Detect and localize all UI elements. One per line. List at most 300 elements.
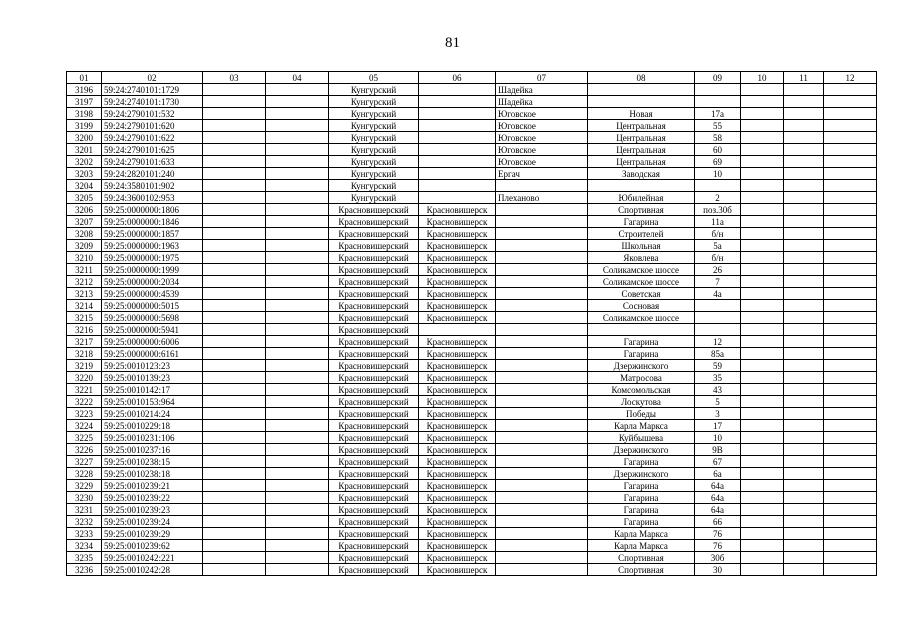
col11-cell [784, 108, 824, 120]
settlement-cell [496, 468, 588, 480]
col12-cell [824, 504, 877, 516]
settlement-cell [496, 504, 588, 516]
col10-cell [741, 96, 784, 108]
district-cell: Красновишерский [329, 324, 419, 336]
house-number-cell: 10 [695, 168, 741, 180]
col03-cell [203, 120, 266, 132]
district-cell: Красновишерский [329, 528, 419, 540]
settlement-cell: Юговское [496, 120, 588, 132]
col03-cell [203, 552, 266, 564]
col04-cell [266, 204, 329, 216]
col03-cell [203, 492, 266, 504]
col10-cell [741, 264, 784, 276]
settlement-cell [496, 276, 588, 288]
col04-cell [266, 516, 329, 528]
table-row [67, 240, 877, 252]
col11-cell [784, 96, 824, 108]
city-cell: Красновишерск [419, 300, 496, 312]
col11-cell [784, 228, 824, 240]
city-cell: Красновишерск [419, 432, 496, 444]
column-header: 04 [266, 72, 329, 84]
col04-cell [266, 372, 329, 384]
district-cell: Красновишерский [329, 360, 419, 372]
district-cell: Красновишерский [329, 420, 419, 432]
table-row [67, 540, 877, 552]
street-cell: Соликамское шоссе [588, 312, 695, 324]
settlement-cell [496, 408, 588, 420]
col12-cell [824, 288, 877, 300]
street-cell: Центральная [588, 132, 695, 144]
col10-cell [741, 192, 784, 204]
col12-cell [824, 276, 877, 288]
cadastral-number-cell: 59:25:0000000:5698 [102, 312, 203, 324]
col04-cell [266, 384, 329, 396]
district-cell: Красновишерский [329, 204, 419, 216]
settlement-cell: Плеханово [496, 192, 588, 204]
district-cell: Красновишерский [329, 480, 419, 492]
house-number-cell: 26 [695, 264, 741, 276]
settlement-cell [496, 420, 588, 432]
row-number-cell: 3226 [67, 444, 102, 456]
col03-cell [203, 312, 266, 324]
table-row [67, 336, 877, 348]
col12-cell [824, 528, 877, 540]
col04-cell [266, 84, 329, 96]
house-number-cell: 30 [695, 564, 741, 576]
col03-cell [203, 276, 266, 288]
col12-cell [824, 492, 877, 504]
col11-cell [784, 264, 824, 276]
row-number-cell: 3212 [67, 276, 102, 288]
col04-cell [266, 192, 329, 204]
city-cell: Красновишерск [419, 228, 496, 240]
col11-cell [784, 288, 824, 300]
col04-cell [266, 120, 329, 132]
district-cell: Кунгурский [329, 192, 419, 204]
row-number-cell: 3210 [67, 252, 102, 264]
cadastral-number-cell: 59:25:0010153:964 [102, 396, 203, 408]
col03-cell [203, 564, 266, 576]
column-header: 11 [784, 72, 824, 84]
col10-cell [741, 408, 784, 420]
row-number-cell: 3207 [67, 216, 102, 228]
table-row [67, 456, 877, 468]
col03-cell [203, 228, 266, 240]
city-cell: Красновишерск [419, 372, 496, 384]
settlement-cell [496, 456, 588, 468]
col10-cell [741, 456, 784, 468]
row-number-cell: 3208 [67, 228, 102, 240]
city-cell: Красновишерск [419, 528, 496, 540]
district-cell: Красновишерский [329, 372, 419, 384]
col12-cell [824, 252, 877, 264]
house-number-cell: 59 [695, 360, 741, 372]
street-cell: Яковлева [588, 252, 695, 264]
col03-cell [203, 420, 266, 432]
settlement-cell [496, 216, 588, 228]
col03-cell [203, 240, 266, 252]
row-number-cell: 3234 [67, 540, 102, 552]
col04-cell [266, 264, 329, 276]
header-row [67, 72, 877, 84]
table-row [67, 408, 877, 420]
col10-cell [741, 360, 784, 372]
cadastral-number-cell: 59:25:0010238:18 [102, 468, 203, 480]
district-cell: Кунгурский [329, 156, 419, 168]
street-cell: Спортивная [588, 204, 695, 216]
settlement-cell [496, 204, 588, 216]
column-header: 09 [695, 72, 741, 84]
city-cell: Красновишерск [419, 336, 496, 348]
col12-cell [824, 456, 877, 468]
cadastral-number-cell: 59:25:0010123:23 [102, 360, 203, 372]
col04-cell [266, 456, 329, 468]
district-cell: Красновишерский [329, 312, 419, 324]
settlement-cell [496, 336, 588, 348]
settlement-cell [496, 288, 588, 300]
col10-cell [741, 228, 784, 240]
street-cell: Центральная [588, 120, 695, 132]
table-row [67, 552, 877, 564]
col12-cell [824, 84, 877, 96]
col03-cell [203, 540, 266, 552]
col11-cell [784, 480, 824, 492]
street-cell [588, 180, 695, 192]
col11-cell [784, 552, 824, 564]
city-cell: Красновишерск [419, 420, 496, 432]
col03-cell [203, 108, 266, 120]
col04-cell [266, 552, 329, 564]
settlement-cell [496, 540, 588, 552]
col12-cell [824, 228, 877, 240]
col11-cell [784, 348, 824, 360]
cadastral-number-cell: 59:25:0000000:1999 [102, 264, 203, 276]
city-cell: Красновишерск [419, 480, 496, 492]
table-row [67, 444, 877, 456]
table-row [67, 144, 877, 156]
settlement-cell [496, 384, 588, 396]
table-row [67, 360, 877, 372]
table-row [67, 492, 877, 504]
street-cell: Советская [588, 288, 695, 300]
col10-cell [741, 420, 784, 432]
col12-cell [824, 144, 877, 156]
district-cell: Красновишерский [329, 264, 419, 276]
city-cell: Красновишерск [419, 408, 496, 420]
col10-cell [741, 372, 784, 384]
house-number-cell [695, 300, 741, 312]
col04-cell [266, 240, 329, 252]
col10-cell [741, 84, 784, 96]
col04-cell [266, 156, 329, 168]
col12-cell [824, 372, 877, 384]
row-number-cell: 3232 [67, 516, 102, 528]
settlement-cell [496, 228, 588, 240]
cadastral-number-cell: 59:25:0010239:22 [102, 492, 203, 504]
cadastral-number-cell: 59:25:0010239:23 [102, 504, 203, 516]
col11-cell [784, 144, 824, 156]
table-row [67, 252, 877, 264]
col12-cell [824, 168, 877, 180]
city-cell: Красновишерск [419, 504, 496, 516]
cadastral-number-cell: 59:25:0010214:24 [102, 408, 203, 420]
district-cell: Кунгурский [329, 144, 419, 156]
district-cell: Красновишерский [329, 228, 419, 240]
street-cell: Карла Маркса [588, 420, 695, 432]
table-row [67, 132, 877, 144]
col03-cell [203, 372, 266, 384]
house-number-cell: б/н [695, 228, 741, 240]
cadastral-number-cell: 59:25:0000000:6006 [102, 336, 203, 348]
district-cell: Красновишерский [329, 408, 419, 420]
settlement-cell: Юговское [496, 156, 588, 168]
settlement-cell [496, 552, 588, 564]
col10-cell [741, 564, 784, 576]
row-number-cell: 3201 [67, 144, 102, 156]
settlement-cell [496, 180, 588, 192]
col04-cell [266, 420, 329, 432]
col10-cell [741, 540, 784, 552]
cadastral-number-cell: 59:24:3600102:953 [102, 192, 203, 204]
column-header: 06 [419, 72, 496, 84]
district-cell: Кунгурский [329, 132, 419, 144]
house-number-cell: 64а [695, 492, 741, 504]
col12-cell [824, 432, 877, 444]
row-number-cell: 3217 [67, 336, 102, 348]
col03-cell [203, 324, 266, 336]
street-cell: Спортивная [588, 564, 695, 576]
house-number-cell: 4а [695, 288, 741, 300]
col03-cell [203, 180, 266, 192]
settlement-cell [496, 312, 588, 324]
cadastral-number-cell: 59:25:0010239:21 [102, 480, 203, 492]
col04-cell [266, 276, 329, 288]
col12-cell [824, 384, 877, 396]
house-number-cell [695, 312, 741, 324]
table-row [67, 432, 877, 444]
cadastral-number-cell: 59:25:0000000:1806 [102, 204, 203, 216]
city-cell [419, 120, 496, 132]
col04-cell [266, 348, 329, 360]
row-number-cell: 3200 [67, 132, 102, 144]
house-number-cell: 64а [695, 504, 741, 516]
house-number-cell: 7 [695, 276, 741, 288]
col11-cell [784, 324, 824, 336]
cadastral-number-cell: 59:25:0010242:221 [102, 552, 203, 564]
col12-cell [824, 240, 877, 252]
col03-cell [203, 132, 266, 144]
row-number-cell: 3206 [67, 204, 102, 216]
street-cell: Лоскутова [588, 396, 695, 408]
col03-cell [203, 360, 266, 372]
table-row [67, 312, 877, 324]
cadastral-number-cell: 59:25:0000000:2034 [102, 276, 203, 288]
col11-cell [784, 240, 824, 252]
settlement-cell [496, 252, 588, 264]
col11-cell [784, 156, 824, 168]
settlement-cell [496, 360, 588, 372]
col11-cell [784, 468, 824, 480]
col03-cell [203, 516, 266, 528]
city-cell [419, 96, 496, 108]
row-number-cell: 3228 [67, 468, 102, 480]
row-number-cell: 3199 [67, 120, 102, 132]
street-cell: Гагарина [588, 480, 695, 492]
col03-cell [203, 468, 266, 480]
table-row [67, 120, 877, 132]
table-row [67, 228, 877, 240]
district-cell: Красновишерский [329, 252, 419, 264]
col10-cell [741, 300, 784, 312]
column-header: 01 [67, 72, 102, 84]
col11-cell [784, 132, 824, 144]
table-row [67, 192, 877, 204]
row-number-cell: 3229 [67, 480, 102, 492]
cadastral-number-cell: 59:25:0000000:4539 [102, 288, 203, 300]
col10-cell [741, 252, 784, 264]
row-number-cell: 3224 [67, 420, 102, 432]
col03-cell [203, 168, 266, 180]
col04-cell [266, 216, 329, 228]
col10-cell [741, 108, 784, 120]
col04-cell [266, 312, 329, 324]
col11-cell [784, 444, 824, 456]
settlement-cell [496, 300, 588, 312]
col03-cell [203, 384, 266, 396]
row-number-cell: 3231 [67, 504, 102, 516]
col11-cell [784, 120, 824, 132]
district-cell: Красновишерский [329, 432, 419, 444]
col12-cell [824, 480, 877, 492]
row-number-cell: 3197 [67, 96, 102, 108]
city-cell [419, 168, 496, 180]
col04-cell [266, 360, 329, 372]
cadastral-number-cell: 59:25:0010229:18 [102, 420, 203, 432]
col10-cell [741, 120, 784, 132]
table-row [67, 108, 877, 120]
cadastral-number-cell: 59:25:0010237:16 [102, 444, 203, 456]
col12-cell [824, 156, 877, 168]
row-number-cell: 3214 [67, 300, 102, 312]
col03-cell [203, 96, 266, 108]
settlement-cell: Шадейка [496, 96, 588, 108]
col11-cell [784, 216, 824, 228]
col11-cell [784, 192, 824, 204]
col12-cell [824, 540, 877, 552]
row-number-cell: 3202 [67, 156, 102, 168]
table-row [67, 528, 877, 540]
table-row [67, 84, 877, 96]
street-cell: Центральная [588, 144, 695, 156]
cadastral-number-cell: 59:25:0000000:1857 [102, 228, 203, 240]
col10-cell [741, 240, 784, 252]
col03-cell [203, 456, 266, 468]
row-number-cell: 3198 [67, 108, 102, 120]
district-cell: Красновишерский [329, 288, 419, 300]
col12-cell [824, 348, 877, 360]
district-cell: Красновишерский [329, 492, 419, 504]
col04-cell [266, 300, 329, 312]
col04-cell [266, 540, 329, 552]
house-number-cell: 55 [695, 120, 741, 132]
district-cell: Красновишерский [329, 456, 419, 468]
street-cell: Заводская [588, 168, 695, 180]
house-number-cell [695, 96, 741, 108]
col03-cell [203, 528, 266, 540]
col03-cell [203, 288, 266, 300]
column-header: 10 [741, 72, 784, 84]
street-cell: Юбилейная [588, 192, 695, 204]
city-cell [419, 180, 496, 192]
col11-cell [784, 336, 824, 348]
col03-cell [203, 144, 266, 156]
col03-cell [203, 216, 266, 228]
district-cell: Кунгурский [329, 84, 419, 96]
cadastral-number-cell: 59:25:0000000:1975 [102, 252, 203, 264]
col04-cell [266, 288, 329, 300]
row-number-cell: 3196 [67, 84, 102, 96]
col11-cell [784, 516, 824, 528]
street-cell: Гагарина [588, 336, 695, 348]
cadastral-number-cell: 59:24:2790101:620 [102, 120, 203, 132]
col04-cell [266, 324, 329, 336]
house-number-cell: 6а [695, 468, 741, 480]
row-number-cell: 3225 [67, 432, 102, 444]
street-cell: Гагарина [588, 516, 695, 528]
cadastral-number-cell: 59:25:0000000:5015 [102, 300, 203, 312]
row-number-cell: 3218 [67, 348, 102, 360]
street-cell: Гагарина [588, 456, 695, 468]
column-header: 12 [824, 72, 877, 84]
city-cell [419, 192, 496, 204]
house-number-cell: 17 [695, 420, 741, 432]
cadastral-number-cell: 59:25:0000000:6161 [102, 348, 203, 360]
cadastral-number-cell: 59:25:0010242:28 [102, 564, 203, 576]
district-cell: Кунгурский [329, 96, 419, 108]
col04-cell [266, 504, 329, 516]
cadastral-number-cell: 59:25:0010239:24 [102, 516, 203, 528]
row-number-cell: 3236 [67, 564, 102, 576]
street-cell: Строителей [588, 228, 695, 240]
row-number-cell: 3213 [67, 288, 102, 300]
col11-cell [784, 396, 824, 408]
col03-cell [203, 504, 266, 516]
col04-cell [266, 180, 329, 192]
house-number-cell: 60 [695, 144, 741, 156]
col04-cell [266, 96, 329, 108]
cadastral-number-cell: 59:24:2790101:622 [102, 132, 203, 144]
row-number-cell: 3220 [67, 372, 102, 384]
col12-cell [824, 132, 877, 144]
table-row [67, 348, 877, 360]
col11-cell [784, 312, 824, 324]
col03-cell [203, 444, 266, 456]
col11-cell [784, 168, 824, 180]
table-row [67, 276, 877, 288]
street-cell: Матросова [588, 372, 695, 384]
row-number-cell: 3204 [67, 180, 102, 192]
col10-cell [741, 216, 784, 228]
col10-cell [741, 468, 784, 480]
col11-cell [784, 252, 824, 264]
district-cell: Красновишерский [329, 240, 419, 252]
street-cell: Гагарина [588, 492, 695, 504]
table-row [67, 264, 877, 276]
settlement-cell [496, 444, 588, 456]
row-number-cell: 3223 [67, 408, 102, 420]
settlement-cell: Юговское [496, 108, 588, 120]
city-cell [419, 324, 496, 336]
